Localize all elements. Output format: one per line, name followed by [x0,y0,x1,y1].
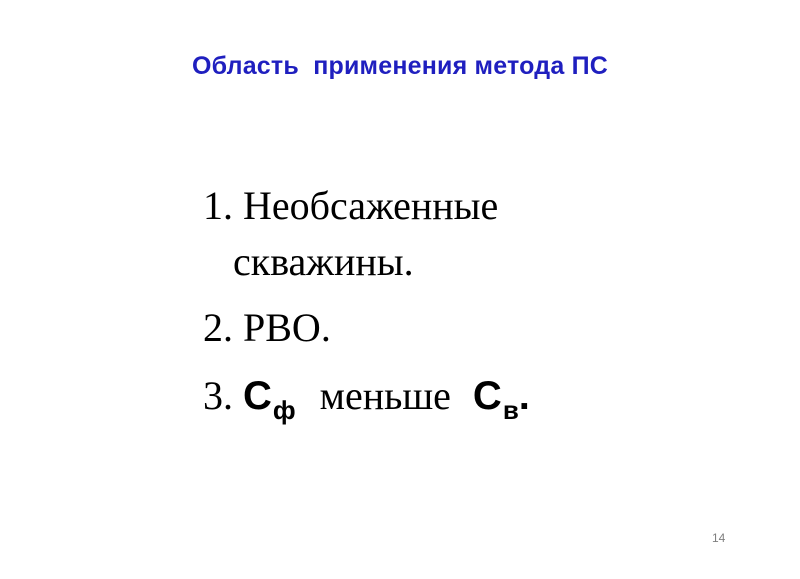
list-item-2 [203,300,530,356]
comparison-text: меньше [319,373,451,418]
list-item-number: 1. [203,183,233,228]
formula-symbol-right: С [472,374,502,418]
formula-symbol-left: С [243,374,272,418]
list-item-number: 2. [203,305,233,350]
list-item-text: Необсаженные [243,183,499,228]
list-item-text: РВО. [243,305,331,350]
slide-title: Область применения метода ПС [191,52,609,80]
bullet-list [203,178,530,428]
formula-subscript-left: ф [272,395,296,425]
list-item-3 [203,368,530,428]
page-number: 14 [712,531,726,545]
list-item-1 [203,178,530,290]
list-item-text-continued: скважины. [233,239,414,284]
formula-end-period: . [518,374,530,418]
formula-subscript-right: в [502,395,519,425]
list-item-number: 3. [203,373,233,418]
